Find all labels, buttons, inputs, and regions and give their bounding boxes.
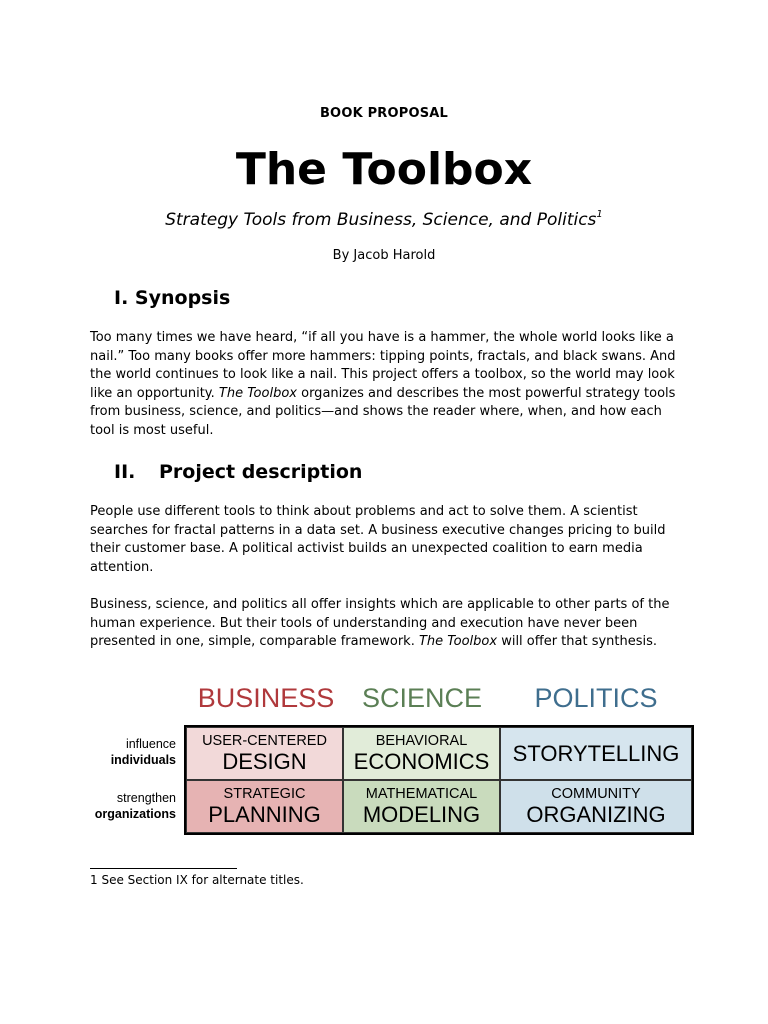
strategy-matrix: [184, 725, 694, 835]
footnote-marker: 1: [90, 873, 98, 887]
section-title: Synopsis: [134, 287, 231, 309]
cell-title: ECONOMICS: [353, 748, 490, 774]
matrix-cell-organizing: [500, 780, 692, 833]
cell-title: MODELING: [362, 801, 481, 827]
section-number: I.: [114, 287, 129, 309]
matrix-cell-planning: [186, 780, 343, 833]
section-number: II.: [114, 461, 136, 483]
paragraph-text: Too many times we have heard, “if all you have is a hammer, the whole world looks like a nail.” Too many books offer more hammers: tipping points, fractals, and black swans. And the world continues to look like a nail. This project offers a toolbox, so the world may look like an opportunity.: [90, 330, 676, 401]
row-label-line-bold: organizations: [94, 807, 176, 821]
subtitle-text: Strategy Tools from Business, Science, and Politics: [165, 210, 597, 230]
cell-title: DESIGN: [222, 748, 307, 774]
matrix-cell-economics: [343, 727, 500, 780]
cell-subtitle: MATHEMATICAL: [365, 785, 478, 802]
footnote-text: See Section IX for alternate titles.: [97, 873, 304, 887]
matrix-cell-design: [186, 727, 343, 780]
project-paragraph-2: [90, 596, 680, 652]
book-title-emphasis: The Toolbox: [418, 634, 498, 650]
footnote-divider: [90, 868, 237, 869]
matrix-row-label-organizations: [60, 790, 176, 822]
cell-title: STORYTELLING: [512, 740, 680, 766]
paragraph-text: organizes and describes the most powerful strategy tools from business, science, and politics—and shows the reader where, when, and how each tool is most useful.: [90, 385, 676, 438]
cell-subtitle: USER-CENTERED: [202, 732, 327, 749]
document-title: The Toolbox: [235, 144, 533, 195]
document-subtitle: [0, 203, 768, 232]
matrix-column-science: SCIENCE: [361, 683, 483, 713]
row-label-line-bold: individuals: [110, 753, 176, 767]
cell-subtitle: COMMUNITY: [551, 785, 641, 802]
matrix-cell-storytelling: [500, 727, 692, 780]
synopsis-paragraph: [90, 329, 680, 441]
section-heading-synopsis: [114, 286, 230, 310]
matrix-row-label-individuals: [60, 736, 176, 768]
section-title: Project description: [159, 461, 363, 483]
paragraph-text: will offer that synthesis.: [497, 634, 658, 650]
matrix-column-business: BUSINESS: [197, 683, 335, 713]
footnote: [90, 873, 304, 888]
row-label-line: influence: [125, 737, 176, 751]
project-paragraph-1: People use different tools to think about problems and act to solve them. A scientist searches for fractal patterns in a data set. A business executive changes pricing to build their customer base. A political activist builds an unexpected coalition to earn media attention.: [90, 504, 666, 575]
section-heading-project-description: [114, 460, 362, 484]
cell-title: ORGANIZING: [526, 801, 666, 827]
byline: By Jacob Harold: [332, 248, 436, 263]
paragraph-text: Business, science, and politics all offer insights which are applicable to other parts of the human experience. But their tools of understanding and execution have never been presented in one, simple, comparable framework.: [90, 597, 670, 650]
row-label-line: strengthen: [116, 791, 176, 805]
cell-title: PLANNING: [208, 801, 321, 827]
matrix-column-politics: POLITICS: [534, 683, 658, 713]
cell-subtitle: BEHAVIORAL: [375, 732, 468, 749]
cell-subtitle: STRATEGIC: [223, 785, 306, 802]
matrix-cell-modeling: [343, 780, 500, 833]
document-kicker: BOOK PROPOSAL: [319, 106, 449, 121]
footnote-ref: 1: [596, 209, 603, 220]
book-title-emphasis: The Toolbox: [218, 385, 297, 401]
